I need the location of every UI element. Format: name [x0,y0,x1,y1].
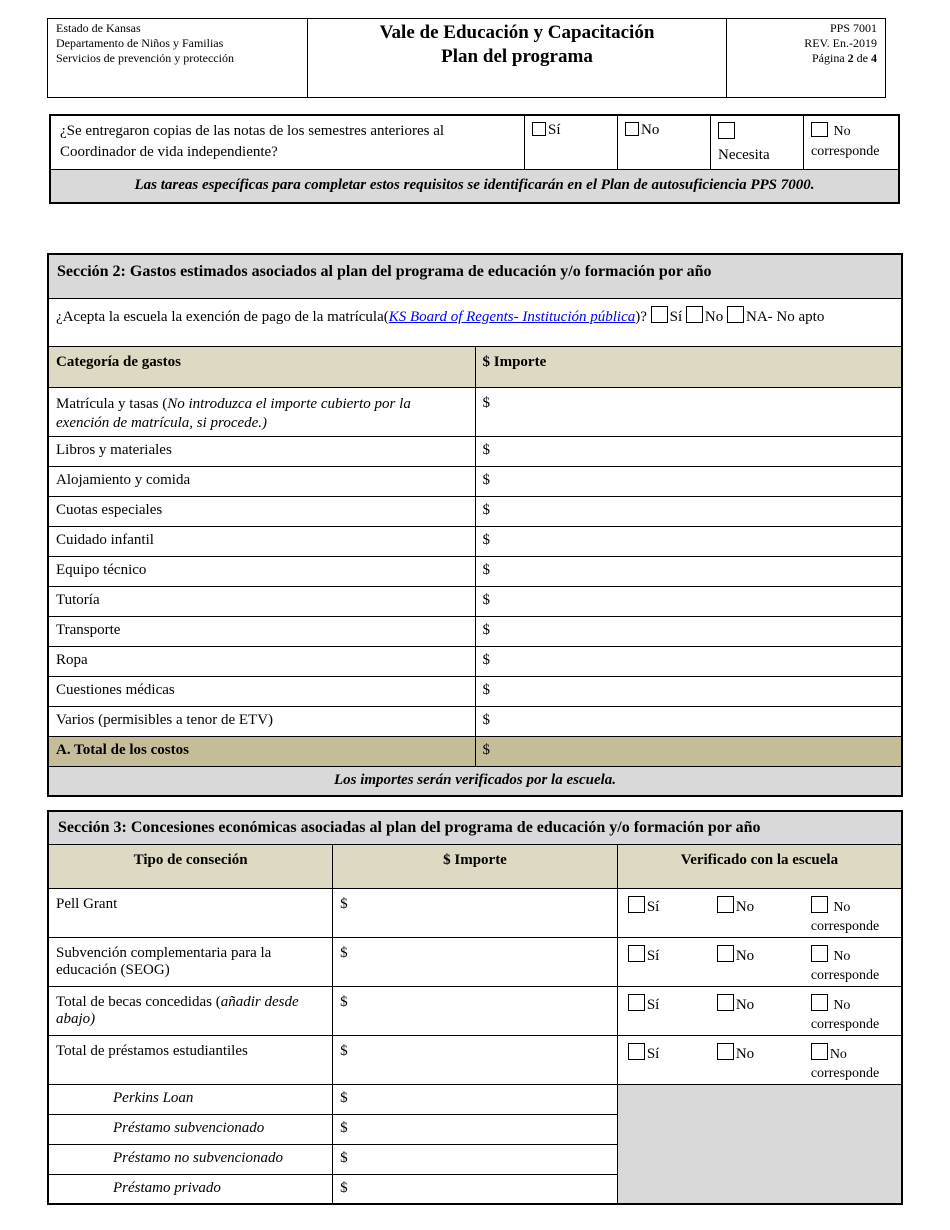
total-costs-label: A. Total de los costos [48,736,475,766]
expense-label: Matrícula y tasas (No introduzca el importe cubierto por la exención de matrícula, si procede.) [48,387,475,436]
expense-amount-field[interactable]: $ [475,706,902,736]
option-no[interactable]: No [618,115,711,170]
checkbox-no[interactable] [625,122,639,136]
grant-row [48,1035,902,1084]
grade-copies-question: ¿Se entregaron copias de las notas de los semestres anteriores al Coordinador de vida independiente? [50,115,525,170]
expense-label: Alojamiento y comida [48,466,475,496]
loan-amount-field[interactable]: $ [333,1114,618,1144]
loan-label: Préstamo no subvencionado [48,1144,333,1174]
verify-checkbox-no[interactable] [717,994,734,1011]
expense-label: Transporte [48,616,475,646]
expense-row [48,556,902,586]
section3-title: Sección 3: Concesiones económicas asociadas al plan del programa de educación y/o formación por año [48,811,902,844]
col-header-type: Tipo de conseción [48,844,333,888]
checkbox-necesita[interactable] [718,122,735,139]
tuition-waiver-question: ¿Acepta la escuela la exención de pago de la matrícula(KS Board of Regents- Institución pública)? Sí No NA- No apto [48,298,902,346]
verify-checkbox-no-corresponde[interactable] [811,896,828,913]
verification-options: Sí No No corresponde [617,888,902,937]
expense-row [48,646,902,676]
agency-line: Estado de Kansas [56,21,141,35]
form-revision: REV. En.-2019 [804,36,877,50]
agency-line: Servicios de prevención y protección [56,51,234,65]
grant-amount-field[interactable]: $ [333,1035,618,1084]
expense-amount-field[interactable]: $ [475,466,902,496]
form-title [308,19,727,98]
col-header-amount: $ Importe [333,844,618,888]
waiver-checkbox-no[interactable] [686,306,703,323]
option-necesita[interactable]: Necesita [711,115,804,170]
ks-board-of-regents-link[interactable]: KS Board of Regents- Institución pública [388,308,636,325]
expense-amount-field[interactable]: $ [475,586,902,616]
verify-checkbox-no[interactable] [717,945,734,962]
expense-label: Equipo técnico [48,556,475,586]
expense-row [48,616,902,646]
section3-table [47,810,903,1205]
verify-checkbox-si[interactable] [628,1043,645,1060]
title-line-2: Plan del programa [441,46,593,67]
verify-checkbox-si[interactable] [628,896,645,913]
expense-amount-field[interactable]: $ [475,646,902,676]
expense-amount-field[interactable]: $ [475,616,902,646]
loan-amount-field[interactable]: $ [333,1174,618,1204]
checkbox-no-corresponde[interactable] [811,122,828,137]
title-line-1: Vale de Educación y Capacitación [379,22,655,43]
grade-copies-table [49,114,900,204]
expense-label: Cuestiones médicas [48,676,475,706]
verify-checkbox-si[interactable] [628,945,645,962]
verify-checkbox-no[interactable] [717,896,734,913]
agency-block [48,19,308,98]
grant-label: Total de becas concedidas (añadir desde abajo) [48,986,333,1035]
expense-amount-field[interactable]: $ [475,556,902,586]
expense-row [48,676,902,706]
loan-label: Préstamo subvencionado [48,1114,333,1144]
verify-checkbox-no-corresponde[interactable] [811,945,828,962]
verification-options: Sí No No corresponde [617,986,902,1035]
form-number: PPS 7001 [829,21,877,35]
expense-amount-field[interactable]: $ [475,387,902,436]
section2-table [47,253,903,797]
col-header-verified: Verificado con la escuela [617,844,902,888]
verify-checkbox-si[interactable] [628,994,645,1011]
expense-label: Varios (permisibles a tenor de ETV) [48,706,475,736]
grant-label: Pell Grant [48,888,333,937]
expense-row [48,387,902,436]
expense-row [48,436,902,466]
expense-row [48,706,902,736]
grant-amount-field[interactable]: $ [333,986,618,1035]
expense-label: Tutoría [48,586,475,616]
verify-checkbox-no[interactable] [717,1043,734,1060]
loan-row [48,1084,902,1114]
total-row [48,736,902,766]
verify-checkbox-no-corresponde[interactable] [811,994,828,1011]
expense-label: Ropa [48,646,475,676]
expense-label: Libros y materiales [48,436,475,466]
verify-checkbox-no-corresponde[interactable] [811,1043,828,1060]
expense-row [48,496,902,526]
expense-label: Cuotas especiales [48,496,475,526]
loan-label: Préstamo privado [48,1174,333,1204]
expense-row [48,526,902,556]
section2-title: Sección 2: Gastos estimados asociados al plan del programa de educación y/o formación por año [48,254,902,298]
grant-amount-field[interactable]: $ [333,937,618,986]
grant-row [48,888,902,937]
requirements-note: Las tareas específicas para completar estos requisitos se identificarán en el Plan de autosuficiencia PPS 7000. [50,170,899,203]
expense-amount-field[interactable]: $ [475,526,902,556]
loan-label: Perkins Loan [48,1084,333,1114]
verification-options: Sí No No corresponde [617,937,902,986]
loan-amount-field[interactable]: $ [333,1144,618,1174]
grant-amount-field[interactable]: $ [333,888,618,937]
expense-amount-field[interactable]: $ [475,496,902,526]
grant-row [48,986,902,1035]
page-header [47,18,886,98]
waiver-checkbox-na[interactable] [727,306,744,323]
page-indicator: Página 2 de 4 [812,51,877,65]
waiver-checkbox-si[interactable] [651,306,668,323]
form-id-block [727,19,886,98]
expense-label: Cuidado infantil [48,526,475,556]
option-si[interactable]: Sí [525,115,618,170]
loan-amount-field[interactable]: $ [333,1084,618,1114]
grant-label: Subvención complementaria para la educación (SEOG) [48,937,333,986]
expense-amount-field[interactable]: $ [475,676,902,706]
verification-options: Sí No No corresponde [617,1035,902,1084]
loans-shaded-area [617,1084,902,1204]
agency-line: Departamento de Niños y Familias [56,36,224,50]
expense-amount-field[interactable]: $ [475,436,902,466]
col-header-amount: $ Importe [475,346,902,387]
grant-row [48,937,902,986]
expense-row [48,466,902,496]
col-header-category: Categoría de gastos [48,346,475,387]
checkbox-si[interactable] [532,122,546,136]
option-no-corresponde[interactable]: No corresponde [804,115,900,170]
expense-row [48,586,902,616]
verification-note: Los importes serán verificados por la escuela. [48,766,902,796]
total-costs-amount[interactable]: $ [475,736,902,766]
grant-label: Total de préstamos estudiantiles [48,1035,333,1084]
